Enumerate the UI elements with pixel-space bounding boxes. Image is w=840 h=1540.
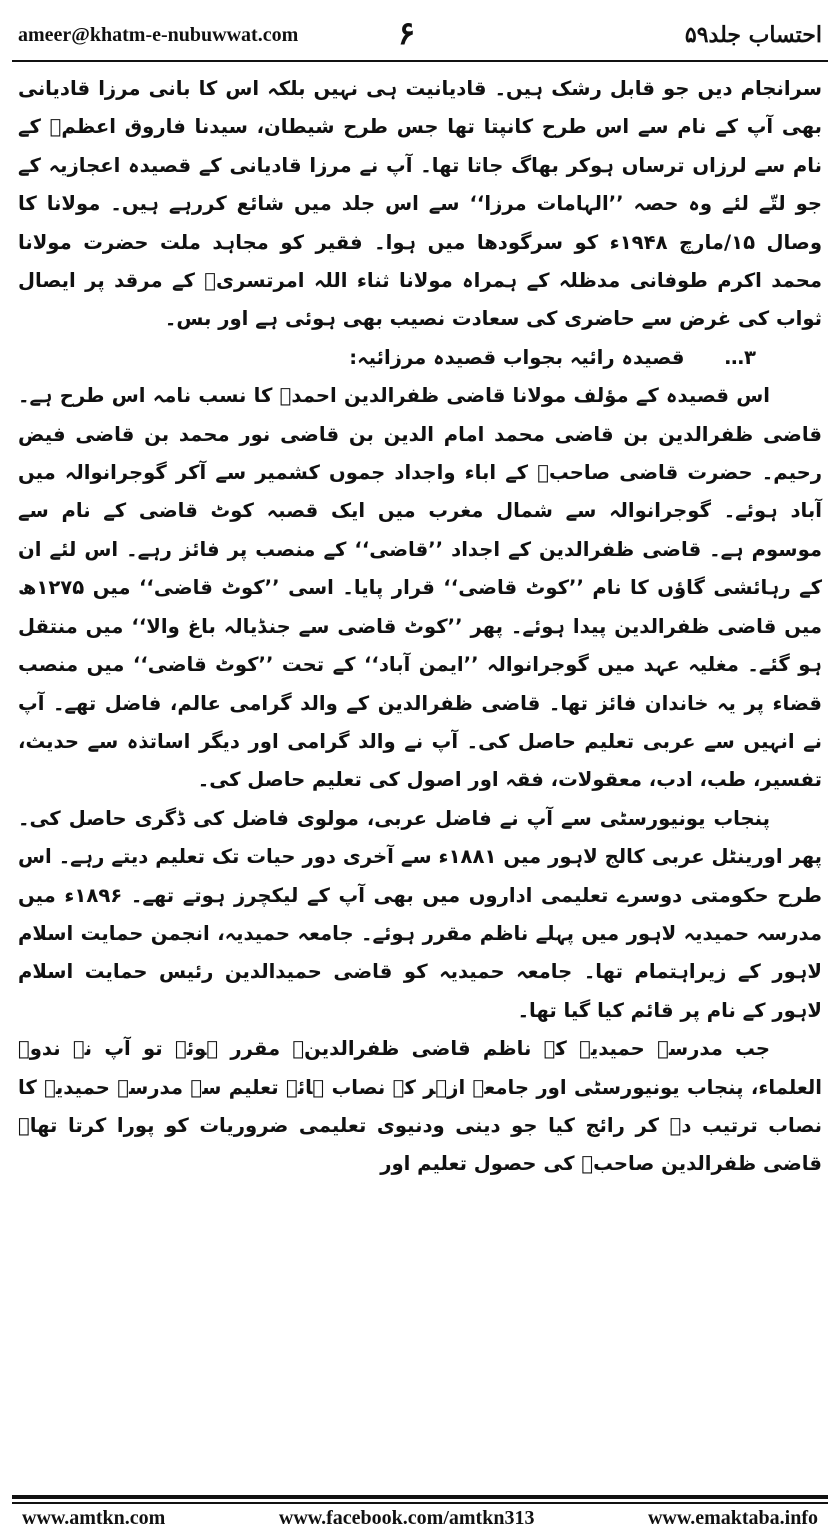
section-title: قصیدہ رائیہ بجواب قصیدہ مرزائیہ: xyxy=(349,345,685,369)
page-header xyxy=(18,14,822,60)
footer-link-amtkn[interactable]: www.amtkn.com xyxy=(22,1507,166,1529)
footer-link-facebook[interactable]: www.facebook.com/amtkn313 xyxy=(278,1507,535,1529)
section-heading xyxy=(18,339,822,377)
page-number: ۶ xyxy=(398,14,416,52)
paragraph-1: سرانجام دیں جو قابل رشک ہیں۔ قادیانیت ہی نہیں بلکہ اس کا بانی مرزا قادیانی بھی آپ کے نام سے اس طرح کانپتا تھا جس طرح شیطان، سیدنا فاروق اعظمؓ کے نام سے لرزاں ترساں ہوکر بھاگ جاتا تھا۔ آپ نے مرزا قادیانی کے قصیدہ اعجازیہ کے جو لتّے لئے وہ حصہ ’’الہامات مرزا‘‘ سے اس جلد میں شائع کررہے ہیں۔ مولانا کا وصال ۱۵/مارچ ۱۹۴۸ء کو سرگودھا میں ہوا۔ فقیر کو مجاہد ملت حضرت مولانا محمد اکرم طوفانی مدظلہ کے ہمراہ مولانا ثناء اللہ امرتسریؒ کے مرقد پر ایصال ثواب کی غرض سے حاضری کی سعادت نصیب بھی ہوئی ہے اور بس۔ xyxy=(18,77,823,331)
page-body xyxy=(18,70,822,1455)
paragraph-4: جب مدرسہ حمیدیہ کے ناظم قاضی ظفرالدینؒ مقرر ہوئے تو آپ نے ندوۃ العلماء، پنجاب یونیورسٹی اور جامعہ ازہر کے نصاب ہائے تعلیم سے مدرسہ حمیدیہ کا نصاب ترتیب دے کر رائج کیا جو دینی ودنیوی تعلیمی ضروریات کو پورا کرتا تھا۔ قاضی ظفرالدین صاحبؒ کی حصول تعلیم اور xyxy=(18,1037,822,1176)
section-number: ۳… xyxy=(724,345,756,369)
header-divider xyxy=(12,60,828,62)
paragraph-3: پنجاب یونیورسٹی سے آپ نے فاضل عربی، مولوی فاضل کی ڈگری حاصل کی۔ پھر اورینٹل عربی کالج لاہور میں ۱۸۸۱ء سے آخری دور حیات تک تعلیم دیتے رہے۔ اس طرح حکومتی دوسرے تعلیمی اداروں میں بھی آپ کے لیکچرز ہوتے تھے۔ ۱۸۹۶ء میں مدرسہ حمیدیہ لاہور میں پہلے ناظم مقرر ہوئے۔ جامعہ حمیدیہ، انجمن حمایت اسلام لاہور کے زیراہتمام تھا۔ جامعہ حمیدیہ کو قاضی حمیدالدین رئیس حمایت اسلام لاہور کے نام پر قائم کیا گیا تھا۔ xyxy=(18,806,822,1022)
page-footer xyxy=(22,1507,818,1537)
paragraph-2: اس قصیدہ کے مؤلف مولانا قاضی ظفرالدین احمدؒ کا نسب نامہ اس طرح ہے۔ قاضی ظفرالدین بن قاضی محمد امام الدین بن قاضی نور محمد بن قاضی فیض رحیم۔ حضرت قاضی صاحبؒ کے اباء واجداد جموں کشمیر سے آکر گوجرانوالہ میں آباد ہوئے۔ گوجرانوالہ سے شمال مغرب میں ایک قصبہ کوٹ قاضی کے نام سے موسوم ہے۔ قاضی ظفرالدین کے اجداد ’’قاضی‘‘ کے منصب پر فائز رہے۔ اس لئے ان کے رہائشی گاؤں کا نام ’’کوٹ قاضی‘‘ قرار پایا۔ اسی ’’کوٹ قاضی‘‘ میں ۱۲۷۵ھ میں قاضی ظفرالدین پیدا ہوئے۔ پھر ’’کوٹ قاضی سے جنڈیالہ باغ والا‘‘ میں منتقل ہو گئے۔ مغلیہ عہد میں گوجرانوالہ ’’ایمن آباد‘‘ کے تحت ’’کوٹ قاضی‘‘ میں منصب قضاء پر یہ خاندان فائز تھا۔ قاضی ظفرالدین کے والد گرامی عالم، فاضل تھے۔ آپ نے انہیں سے عربی تعلیم حاصل کی۔ آپ نے والد گرامی اور دیگر اساتذہ سے حدیث، تفسیر، طب، ادب، معقولات، فقہ اور اصول کی تعلیم حاصل کی۔ xyxy=(18,384,822,792)
footer-divider-thin xyxy=(12,1502,828,1504)
footer-divider-thick xyxy=(12,1495,828,1499)
book-title: احتساب جلد۵۹ xyxy=(684,22,822,48)
footer-link-emaktaba[interactable]: www.emaktaba.info xyxy=(647,1507,818,1529)
header-email: ameer@khatm-e-nubuwwat.com xyxy=(18,24,299,46)
